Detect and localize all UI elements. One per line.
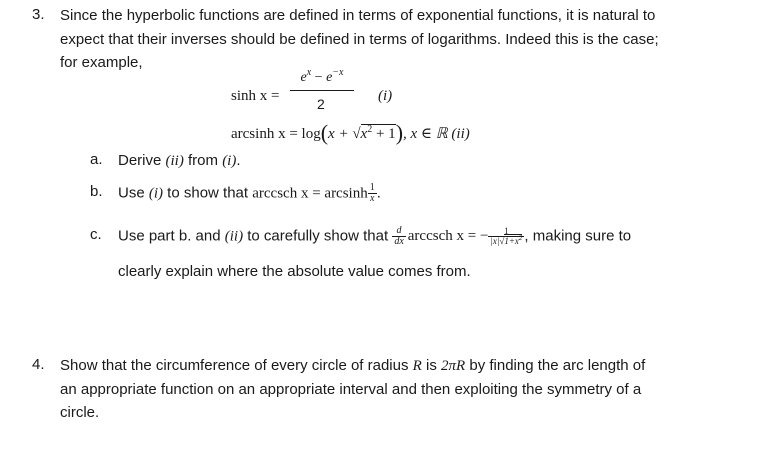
problem-4-line-2: an appropriate function on an appropriate interval and then exploiting the symmetry of a [60,381,642,398]
equation-ii [231,120,470,146]
part-c-label: c. [90,226,102,243]
equation-ii-tag: (ii) [451,126,470,142]
equation-ii-open-paren: ( [320,120,329,145]
equation-i-lhs: sinh x = [231,88,280,104]
equation-i-numerator: $e^x - e^{-x}$ [300,67,344,85]
part-b-fraction: $\frac{1}{x}$ [369,182,375,204]
equation-i-fraction-bar [290,90,354,91]
part-a-text: Derive (ii) from (i). [118,152,241,169]
equation-i-denominator: 2 [317,96,325,112]
problem-4-number: 4. [32,356,45,373]
part-a-label: a. [90,151,103,168]
problem-4-line-1: Show that the circumference of every circle of radius R is 2πR by finding the arc length of [60,357,646,374]
part-c-fraction: $\frac{1}{|x|√1+x^2}$ [490,226,523,246]
problem-3-intro-line-3: for example, [60,54,143,71]
equation-ii-lhs: arcsinh x = log [231,126,321,142]
equation-ii-inner: x + [328,126,353,142]
part-c-continuation: clearly explain where the absolute value comes from. [118,263,471,280]
equation-ii-domain: , x ∈ ℝ [403,126,448,142]
part-b-text: Use (i) to show that arccsch x = arcsinh $\frac{1}{x}$ . [118,182,381,204]
equation-ii-radicand: $x^2 + 1$ [360,124,396,142]
equation-ii-close-paren: ) [395,120,404,145]
equation-i-tag: (i) [378,88,393,104]
problem-3-number: 3. [32,6,45,23]
problem-3-intro-line-1: Since the hyperbolic functions are defined in terms of exponential functions, it is natural to [60,7,656,24]
part-c-derivative-operator: $\frac{d}{dx}$ [394,225,404,247]
part-c-text: Use part b. and (ii) to carefully show that $\frac{d}{dx}$ arccsch x = − $\frac{1}{|x|√1+x^2}$ , making sure to [118,225,632,247]
part-b-label: b. [90,183,103,200]
problem-4-line-3: circle. [60,404,100,421]
problem-3-intro-line-2: expect that their inverses should be defined in terms of logarithms. Indeed this is the case; [60,31,659,48]
equation-ii-radical: √ [352,126,361,142]
